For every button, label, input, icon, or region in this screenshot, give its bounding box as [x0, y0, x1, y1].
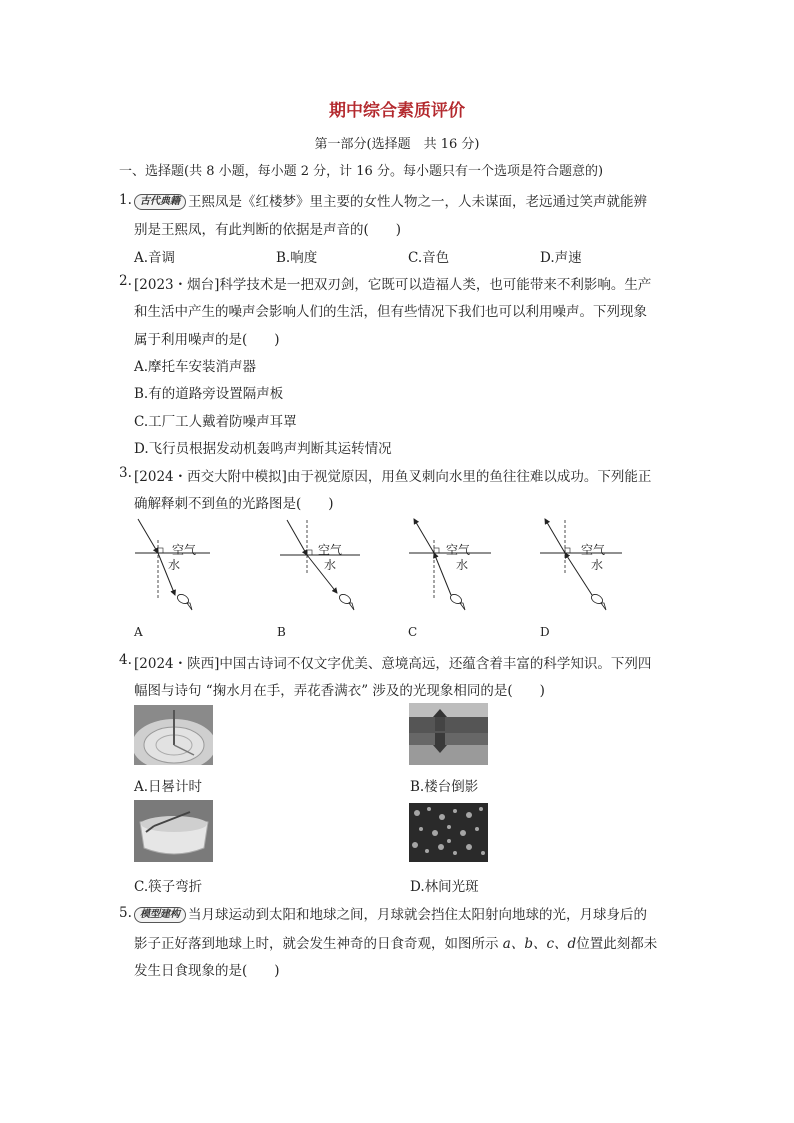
question-1-line-1: [134, 190, 647, 210]
question-4-option-d: D.林间光斑: [410, 879, 479, 895]
question-5-text-2a: 影子正好落到地球上时，就会发生神奇的日食奇观，如图所示: [134, 936, 503, 952]
question-4-number: 4.: [119, 652, 132, 668]
question-4-option-c: C.筷子弯折: [134, 879, 203, 895]
diagram-label-d: D: [540, 625, 550, 639]
question-5-positions: a、b、c、d: [502, 936, 577, 952]
diagram-label-c: C: [408, 625, 418, 639]
question-4-line-1: [2024・陕西]中国古诗词不仅文字优美、意境高远，还蕴含着丰富的科学知识。下列四: [134, 656, 652, 672]
question-2-option-c: C.工厂工人戴着防噪声耳罩: [134, 414, 297, 430]
question-1-number: 1.: [119, 192, 132, 208]
light-path-diagram-c: [406, 515, 491, 615]
part-subtitle: 第一部分(选择题 共 16 分): [314, 137, 480, 152]
sundial-photo: [134, 705, 213, 765]
question-1-option-b: B.响度: [276, 250, 318, 266]
air-label-a: 空气: [172, 543, 197, 557]
question-1-option-a: A.音调: [134, 250, 176, 266]
water-label-c: 水: [456, 558, 469, 572]
section-heading: 一、选择题(共 8 小题，每小题 2 分，计 16 分。每小题只有一个选项是符合题意的): [119, 164, 604, 179]
water-label-a: 水: [168, 558, 181, 572]
question-2-option-b: B.有的道路旁设置隔声板: [134, 386, 284, 402]
question-3-line-2: 确解释刺不到鱼的光路图是( ): [134, 496, 334, 512]
question-5-line-2: [134, 932, 657, 952]
air-label-c: 空气: [446, 543, 471, 557]
question-2-option-a: A.摩托车安装消声器: [134, 359, 257, 375]
question-1-option-c: C.音色: [408, 250, 450, 266]
light-path-diagram-d: [537, 515, 622, 615]
water-label-b: 水: [324, 558, 337, 572]
air-label-d: 空气: [581, 543, 606, 557]
question-5-number: 5.: [119, 905, 132, 921]
question-5-text-2c: 位置此刻都未: [576, 936, 658, 952]
pavilion-reflection-photo: [409, 703, 488, 765]
water-label-d: 水: [591, 558, 604, 572]
question-3-line-1: [2024・西交大附中模拟]由于视觉原因，用鱼叉刺向水里的鱼往往难以成功。下列能正: [134, 469, 652, 485]
bent-chopsticks-photo: [134, 800, 213, 862]
question-2-line-1: [2023・烟台]科学技术是一把双刃剑，它既可以造福人类，也可能带来不利影响。生产: [134, 277, 652, 293]
diagram-label-b: B: [277, 625, 286, 639]
question-1-text-1: 王熙凤是《红楼梦》里主要的女性人物之一，人未谋面，老远通过笑声就能辨: [188, 194, 647, 210]
question-4-line-2: 幅图与诗句 “掬水月在手，弄花香满衣” 涉及的光现象相同的是( ): [134, 683, 545, 699]
question-2-option-d: D.飞行员根据发动机轰鸣声判断其运转情况: [134, 441, 392, 457]
question-2-number: 2.: [119, 273, 132, 289]
light-path-diagram-b: [275, 515, 360, 615]
model-building-tag: 模型建构: [134, 907, 186, 923]
question-4-option-b: B.楼台倒影: [410, 779, 479, 795]
question-2-line-3: 属于利用噪声的是( ): [134, 332, 280, 348]
question-3-number: 3.: [119, 465, 132, 481]
question-5-text-1: 当月球运动到太阳和地球之间，月球就会挡住太阳射向地球的光，月球身后的: [188, 907, 647, 923]
forest-light-spots-photo: [409, 803, 488, 862]
diagram-label-a: A: [134, 625, 143, 639]
question-1-option-d: D.声速: [540, 250, 582, 266]
page-title: 期中综合素质评价: [329, 101, 465, 121]
question-1-line-2: 别是王熙凤，有此判断的依据是声音的( ): [134, 222, 402, 238]
question-5-line-1: [134, 903, 647, 923]
question-4-option-a: A.日晷计时: [134, 779, 203, 795]
air-label-b: 空气: [318, 543, 343, 557]
question-5-line-3: 发生日食现象的是( ): [134, 963, 280, 979]
ancient-classics-tag: 古代典籍: [134, 194, 186, 210]
question-2-line-2: 和生活中产生的噪声会影响人们的生活，但有些情况下我们也可以利用噪声。下列现象: [134, 304, 647, 320]
